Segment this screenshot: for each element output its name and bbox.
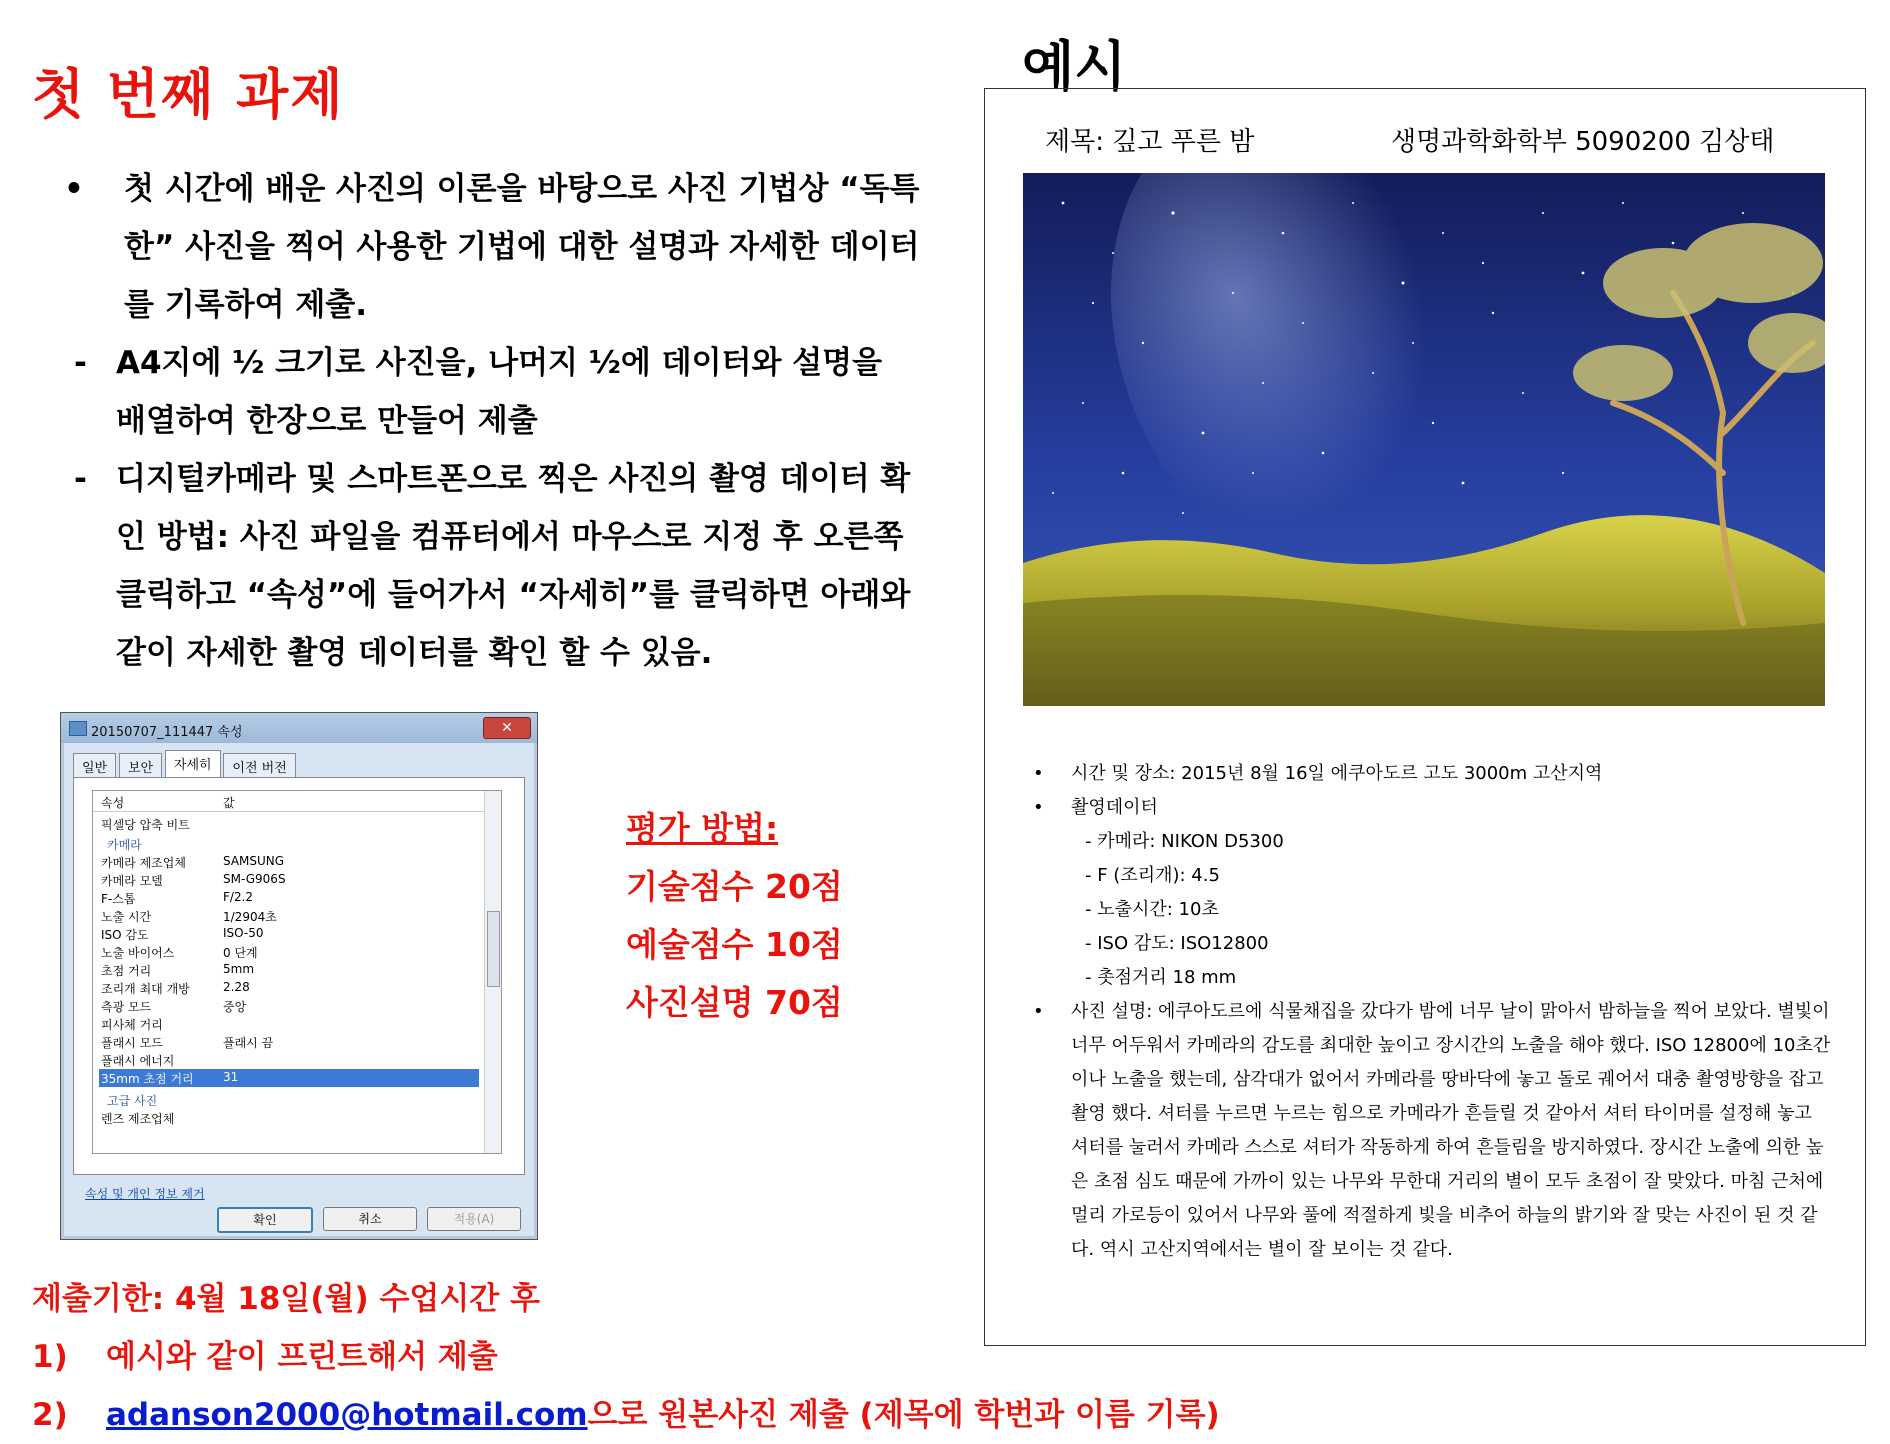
remove-properties-link[interactable]: 속성 및 개인 정보 제거 (85, 1187, 205, 1201)
example-heading: 예시 (1022, 35, 1127, 98)
property-row[interactable] (99, 1033, 479, 1051)
property-key: 노출 시간 (101, 910, 152, 924)
property-group-label: 카메라 (107, 838, 142, 852)
property-key: 35mm 초점 거리 (101, 1072, 194, 1086)
file-icon (69, 721, 87, 736)
property-key: 플래시 에너지 (101, 1054, 175, 1068)
instruction-sub-1-text: A4지에 ½ 크기로 사진을, 나머지 ½에 데이터와 설명을 배열하여 한장으로 만들어 제출 (116, 345, 883, 439)
property-value: 1/2904초 (223, 910, 277, 924)
property-key: 측광 모드 (101, 1000, 152, 1014)
property-key: 플래시 모드 (101, 1036, 163, 1050)
property-group (99, 1091, 479, 1109)
instruction-main-text: 첫 시간에 배운 사진의 이론을 바탕으로 사진 기법상 “독특한” 사진을 찍어 사용한 기법에 대한 설명과 자세한 데이터를 기록하여 제출. (124, 171, 920, 323)
bullet-dot: • (1033, 797, 1044, 818)
detail-time-place (1031, 757, 1831, 791)
night-sky-photo (1023, 173, 1825, 706)
col-value[interactable]: 값 (223, 796, 235, 810)
evaluation-technical: 기술점수 20점 (626, 867, 843, 906)
property-key: 렌즈 제조업체 (101, 1112, 175, 1126)
property-scrollbar[interactable] (484, 791, 501, 1153)
property-value: 플래시 끔 (223, 1036, 274, 1050)
example-subject: 제목: 깊고 푸른 밤 (1045, 127, 1255, 157)
evaluation-heading: 평가 방법: (626, 809, 779, 848)
property-row[interactable] (99, 925, 479, 943)
property-key: 피사체 거리 (101, 1018, 163, 1032)
property-row[interactable] (99, 979, 479, 997)
detail-iso: - ISO 감도: ISO12800 (1085, 933, 1269, 954)
detail-text: 사진 설명: 에쿠아도르에 식물채집을 갔다가 밤에 너무 날이 맑아서 밤하늘을 찍어 보았다. 별빛이 너무 어두워서 카메라의 감도를 최대한 높이고 장시간의 노출을 해야 했다. ISO 12800에 10초간이나 노출을 했는데, 삼각대가 없어서 카메라를 땅바닥에 놓고 돌로 궤어서 대충 촬영방향을 잡고 촬영 했다. 셔터를 누르면 누르는 힘으로 카메라가 흔들릴 것 같아서 셔터 타이머를 설정해 놓고 셔터를 눌러서 카메라 스스로 셔터가 작동하게 하여 흔들림을 방지하였다. 장시간 노출에 의한 높은 초점 심도 때문에 가까이 있는 나무와 무한대 거리의 별이 모두 초점이 잘 맞았다. 마침 근처에 멀리 가로등이 있어서 나무와 풀에 적절하게 빛을 비추어 하늘의 밝기와 잘 맞는 사진이 된 것 같다. 역시 고산지역에서는 별이 잘 보이는 것 같다. (1071, 1001, 1831, 1260)
details-panel (73, 777, 525, 1175)
property-row[interactable] (99, 997, 479, 1015)
properties-dialog (60, 712, 538, 1240)
bullet-dot: • (1033, 1001, 1044, 1022)
close-button[interactable]: ✕ (483, 717, 531, 739)
dialog-titlebar (61, 713, 537, 743)
evaluation-artistic: 예술점수 10점 (626, 925, 843, 964)
property-key: 픽셀당 압축 비트 (101, 818, 190, 832)
bullet-dot: • (1033, 763, 1044, 784)
evaluation-description: 사진설명 70점 (626, 983, 843, 1022)
instruction-sub-1 (74, 334, 920, 450)
deadline-line: 제출기한: 4월 18일(월) 수업시간 후 (32, 1281, 540, 1317)
tab-details[interactable]: 자세히 (165, 750, 221, 779)
property-list-header (93, 791, 501, 812)
property-key: 초점 거리 (101, 964, 152, 978)
property-value: SAMSUNG (223, 854, 285, 868)
dialog-tabs (73, 753, 295, 777)
item-text: 으로 원본사진 제출 (제목에 학번과 이름 기록) (587, 1397, 1220, 1433)
property-value: 2.28 (223, 980, 250, 994)
tab-previous-versions[interactable]: 이전 버전 (223, 753, 295, 779)
detail-shoot-data (1031, 791, 1831, 825)
property-key: 카메라 제조업체 (101, 856, 186, 870)
property-row[interactable] (99, 815, 479, 833)
property-list (92, 790, 502, 1154)
property-key: 노출 바이어스 (101, 946, 175, 960)
bullet-dot: • (64, 171, 84, 207)
property-value: 중앙 (223, 1000, 247, 1014)
property-row[interactable] (99, 907, 479, 925)
item-number: 1) (32, 1339, 68, 1375)
property-group-label: 고급 사진 (107, 1094, 158, 1108)
property-key: 카메라 모델 (101, 874, 163, 888)
email-link[interactable]: adanson2000@hotmail.com (106, 1397, 588, 1433)
cancel-button[interactable]: 취소 (323, 1207, 417, 1231)
property-row-selected[interactable] (99, 1069, 479, 1087)
col-property[interactable]: 속성 (101, 796, 125, 810)
property-value: 31 (223, 1070, 239, 1084)
tab-security[interactable]: 보안 (119, 753, 162, 779)
instructions (60, 160, 920, 682)
example-author: 생명과학화학부 5090200 김상태 (1391, 127, 1775, 157)
dialog-title: 20150707_111447 속성 (91, 725, 243, 740)
property-row[interactable] (99, 1015, 479, 1033)
evaluation-block (626, 800, 843, 1032)
ok-button[interactable]: 확인 (217, 1207, 313, 1233)
dash-marker: - (74, 345, 87, 381)
property-key: 조리개 최대 개방 (101, 982, 190, 996)
property-value: 0 단계 (223, 946, 258, 960)
detail-exposure: - 노출시간: 10초 (1085, 899, 1219, 920)
detail-focal-length: - 촛점거리 18 mm (1085, 967, 1237, 988)
property-row[interactable] (99, 871, 479, 889)
instruction-sub-2-text: 디지털카메라 및 스마트폰으로 찍은 사진의 촬영 데이터 확인 방법: 사진 파일을 컴퓨터에서 마우스로 지정 후 오른쪽 클릭하고 “속성”에 들어가서 “자세히”를 클릭하면 아래와 같이 자세한 촬영 데이터를 확인 할 수 있음. (116, 461, 911, 671)
property-key: ISO 감도 (101, 928, 149, 942)
submission-item-2 (32, 1386, 1220, 1444)
item-text: 예시와 같이 프린트해서 제출 (106, 1339, 498, 1375)
instruction-sub-2 (74, 450, 920, 682)
example-details (1031, 757, 1831, 1267)
property-value: 5mm (223, 962, 255, 976)
tab-general[interactable]: 일반 (73, 753, 116, 779)
property-row[interactable] (99, 853, 479, 871)
property-key: F-스톱 (101, 892, 136, 906)
detail-camera: - 카메라: NIKON D5300 (1085, 831, 1284, 852)
detail-text: 시간 및 장소: 2015년 8월 16일 에쿠아도르 고도 3000m 고산지역 (1071, 763, 1603, 784)
example-sheet (984, 88, 1866, 1346)
detail-text: 촬영데이터 (1071, 797, 1158, 818)
assignment-title: 첫 번째 과제 (32, 63, 345, 126)
apply-button[interactable]: 적용(A) (427, 1207, 521, 1231)
property-value: ISO-50 (223, 926, 264, 940)
detail-fstop: - F (조리개): 4.5 (1085, 865, 1220, 886)
property-row[interactable] (99, 889, 479, 907)
dash-marker: - (74, 461, 87, 497)
property-row[interactable] (99, 1051, 479, 1069)
instruction-main (60, 160, 920, 334)
property-group (99, 835, 479, 853)
item-number: 2) (32, 1397, 68, 1433)
property-value: F/2.2 (223, 890, 254, 904)
detail-description (1031, 995, 1831, 1267)
property-row[interactable] (99, 943, 479, 961)
property-value: SM-G906S (223, 872, 286, 886)
property-row[interactable] (99, 1109, 479, 1127)
property-row[interactable] (99, 961, 479, 979)
scrollbar-thumb[interactable] (487, 911, 500, 987)
